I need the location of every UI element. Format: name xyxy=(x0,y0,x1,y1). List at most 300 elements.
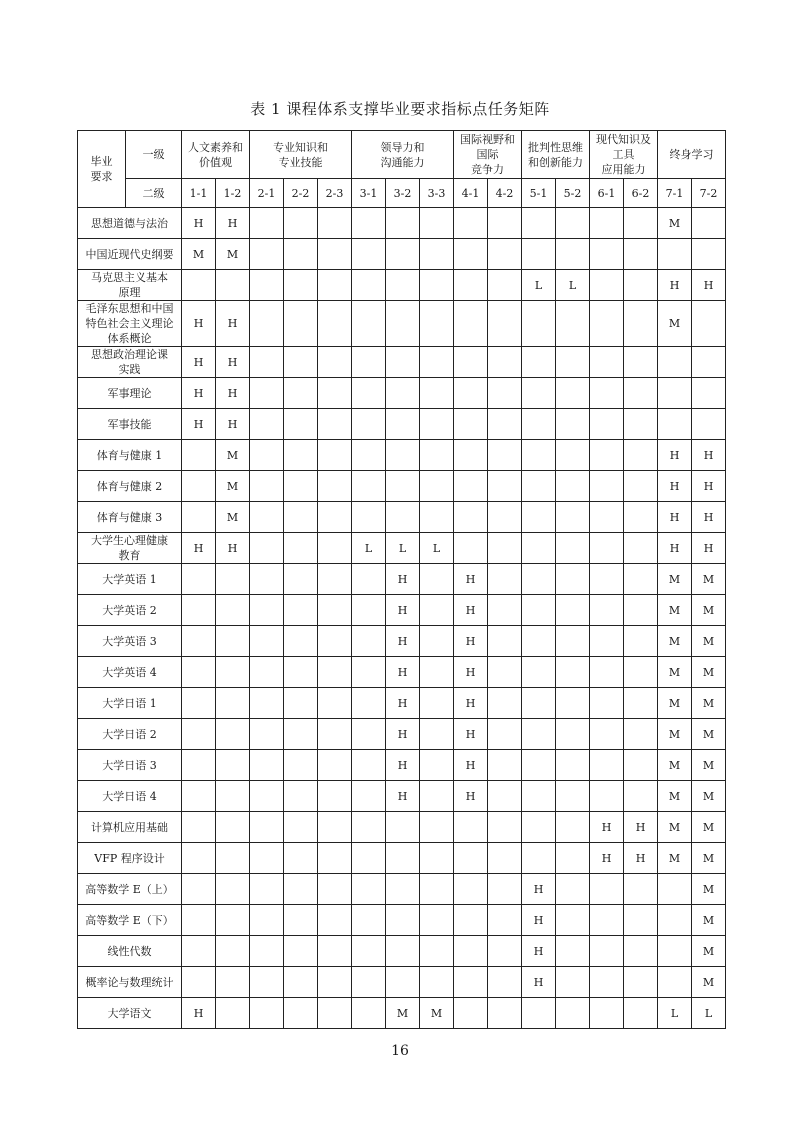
matrix-cell xyxy=(420,471,454,502)
matrix-cell: M xyxy=(692,781,726,812)
matrix-cell xyxy=(556,719,590,750)
matrix-cell xyxy=(318,239,352,270)
matrix-cell: M xyxy=(216,471,250,502)
course-name-cell: 大学日语 4 xyxy=(78,781,182,812)
matrix-cell xyxy=(182,657,216,688)
matrix-cell xyxy=(182,781,216,812)
matrix-cell xyxy=(352,967,386,998)
matrix-cell xyxy=(454,936,488,967)
course-name-cell: 大学日语 2 xyxy=(78,719,182,750)
matrix-cell xyxy=(250,409,284,440)
course-name-cell: 大学生心理健康 教育 xyxy=(78,533,182,564)
matrix-cell xyxy=(352,409,386,440)
matrix-cell xyxy=(318,378,352,409)
matrix-cell xyxy=(250,626,284,657)
matrix-cell xyxy=(522,812,556,843)
matrix-cell xyxy=(488,409,522,440)
matrix-cell xyxy=(590,471,624,502)
matrix-cell xyxy=(318,347,352,378)
matrix-cell: H xyxy=(182,301,216,347)
matrix-cell: M xyxy=(658,750,692,781)
table-row xyxy=(78,750,726,781)
matrix-cell xyxy=(284,471,318,502)
matrix-cell xyxy=(250,471,284,502)
matrix-cell xyxy=(318,719,352,750)
matrix-cell xyxy=(522,471,556,502)
matrix-cell xyxy=(488,440,522,471)
matrix-cell xyxy=(624,688,658,719)
matrix-cell xyxy=(590,657,624,688)
matrix-cell xyxy=(556,998,590,1029)
course-name-cell: 大学英语 4 xyxy=(78,657,182,688)
matrix-cell xyxy=(182,564,216,595)
table-row xyxy=(78,440,726,471)
matrix-cell: M xyxy=(692,595,726,626)
matrix-cell xyxy=(522,781,556,812)
matrix-cell xyxy=(488,812,522,843)
matrix-cell xyxy=(556,750,590,781)
matrix-cell: M xyxy=(692,564,726,595)
header-subcode-2-3: 2-3 xyxy=(318,179,352,208)
matrix-cell xyxy=(318,657,352,688)
course-name-cell: 高等数学 E（上） xyxy=(78,874,182,905)
matrix-cell xyxy=(284,564,318,595)
matrix-cell xyxy=(454,967,488,998)
matrix-cell xyxy=(556,967,590,998)
matrix-cell xyxy=(216,843,250,874)
matrix-cell xyxy=(216,874,250,905)
matrix-cell: H xyxy=(182,409,216,440)
matrix-cell xyxy=(454,440,488,471)
matrix-cell xyxy=(454,409,488,440)
matrix-cell xyxy=(420,239,454,270)
matrix-cell xyxy=(284,378,318,409)
header-row-level1 xyxy=(78,131,726,179)
matrix-cell: H xyxy=(182,347,216,378)
header-subcode-2-1: 2-1 xyxy=(250,179,284,208)
matrix-cell xyxy=(216,781,250,812)
matrix-cell: H xyxy=(658,471,692,502)
matrix-cell: H xyxy=(692,471,726,502)
header-group-1: 人文素养和 价值观 xyxy=(182,131,250,179)
matrix-cell xyxy=(454,471,488,502)
matrix-cell xyxy=(250,812,284,843)
table-row xyxy=(78,843,726,874)
matrix-cell xyxy=(250,378,284,409)
matrix-cell xyxy=(352,750,386,781)
table-row xyxy=(78,595,726,626)
matrix-cell xyxy=(216,270,250,301)
matrix-cell xyxy=(454,301,488,347)
table-row xyxy=(78,502,726,533)
matrix-cell xyxy=(454,843,488,874)
matrix-cell xyxy=(284,812,318,843)
matrix-cell xyxy=(522,301,556,347)
header-group-2: 专业知识和 专业技能 xyxy=(250,131,352,179)
matrix-cell xyxy=(318,688,352,719)
matrix-cell xyxy=(658,936,692,967)
matrix-cell xyxy=(522,440,556,471)
matrix-cell xyxy=(182,440,216,471)
matrix-cell xyxy=(216,967,250,998)
matrix-cell: H xyxy=(522,967,556,998)
matrix-cell xyxy=(420,347,454,378)
matrix-cell: M xyxy=(658,688,692,719)
matrix-cell xyxy=(522,657,556,688)
matrix-cell xyxy=(420,657,454,688)
matrix-cell xyxy=(624,239,658,270)
matrix-cell xyxy=(522,719,556,750)
table-row xyxy=(78,239,726,270)
matrix-cell xyxy=(556,301,590,347)
matrix-cell: H xyxy=(590,812,624,843)
matrix-cell: H xyxy=(386,626,420,657)
table-row xyxy=(78,208,726,239)
header-subcode-5-1: 5-1 xyxy=(522,179,556,208)
course-name-cell: 马克思主义基本 原理 xyxy=(78,270,182,301)
table-row xyxy=(78,533,726,564)
matrix-cell: M xyxy=(692,626,726,657)
matrix-cell xyxy=(420,843,454,874)
table-row xyxy=(78,471,726,502)
matrix-cell xyxy=(386,208,420,239)
matrix-cell xyxy=(522,688,556,719)
matrix-cell: H xyxy=(454,564,488,595)
matrix-cell xyxy=(182,595,216,626)
matrix-cell xyxy=(420,781,454,812)
header-subcode-4-1: 4-1 xyxy=(454,179,488,208)
matrix-cell: H xyxy=(182,533,216,564)
header-subcode-6-2: 6-2 xyxy=(624,179,658,208)
matrix-cell: M xyxy=(692,657,726,688)
course-name-cell: 思想道德与法治 xyxy=(78,208,182,239)
matrix-cell xyxy=(318,812,352,843)
matrix-cell xyxy=(590,347,624,378)
header-subcode-3-3: 3-3 xyxy=(420,179,454,208)
matrix-cell xyxy=(488,595,522,626)
matrix-cell xyxy=(216,812,250,843)
matrix-cell xyxy=(522,533,556,564)
matrix-cell xyxy=(658,967,692,998)
matrix-cell xyxy=(284,998,318,1029)
matrix-cell xyxy=(250,719,284,750)
matrix-cell xyxy=(658,874,692,905)
matrix-cell xyxy=(692,378,726,409)
course-name-cell: 大学英语 2 xyxy=(78,595,182,626)
matrix-cell xyxy=(420,874,454,905)
matrix-cell xyxy=(318,533,352,564)
matrix-cell xyxy=(318,781,352,812)
matrix-cell xyxy=(556,208,590,239)
matrix-cell xyxy=(556,440,590,471)
matrix-cell xyxy=(590,750,624,781)
header-level2-label: 二级 xyxy=(126,179,182,208)
header-group-4: 国际视野和 国际 竞争力 xyxy=(454,131,522,179)
matrix-cell xyxy=(624,719,658,750)
matrix-cell xyxy=(216,595,250,626)
matrix-cell xyxy=(590,967,624,998)
matrix-cell xyxy=(488,347,522,378)
matrix-cell xyxy=(590,626,624,657)
matrix-cell xyxy=(250,688,284,719)
matrix-cell xyxy=(352,208,386,239)
matrix-cell xyxy=(318,301,352,347)
matrix-cell xyxy=(352,719,386,750)
matrix-cell: M xyxy=(386,998,420,1029)
course-name-cell: VFP 程序设计 xyxy=(78,843,182,874)
matrix-cell xyxy=(488,874,522,905)
matrix-cell: H xyxy=(386,750,420,781)
matrix-cell xyxy=(182,471,216,502)
course-matrix-table xyxy=(77,130,726,1029)
matrix-cell xyxy=(692,239,726,270)
matrix-cell xyxy=(182,626,216,657)
matrix-cell xyxy=(386,502,420,533)
matrix-cell xyxy=(590,595,624,626)
matrix-cell xyxy=(250,440,284,471)
matrix-cell xyxy=(352,998,386,1029)
matrix-cell: H xyxy=(454,626,488,657)
matrix-cell xyxy=(182,750,216,781)
course-name-cell: 大学英语 1 xyxy=(78,564,182,595)
header-group-7: 终身学习 xyxy=(658,131,726,179)
matrix-cell xyxy=(556,533,590,564)
matrix-cell xyxy=(386,239,420,270)
matrix-cell: M xyxy=(182,239,216,270)
matrix-cell xyxy=(250,657,284,688)
matrix-cell: M xyxy=(692,719,726,750)
table-row xyxy=(78,967,726,998)
matrix-cell: H xyxy=(216,347,250,378)
matrix-cell xyxy=(454,347,488,378)
matrix-cell xyxy=(352,471,386,502)
matrix-cell xyxy=(488,502,522,533)
matrix-cell: H xyxy=(590,843,624,874)
matrix-cell: H xyxy=(386,595,420,626)
matrix-cell xyxy=(590,533,624,564)
matrix-cell xyxy=(624,208,658,239)
matrix-cell xyxy=(250,564,284,595)
matrix-cell xyxy=(318,595,352,626)
matrix-cell xyxy=(284,409,318,440)
matrix-cell xyxy=(556,905,590,936)
page-number: 16 xyxy=(391,1043,409,1059)
matrix-cell xyxy=(352,905,386,936)
matrix-cell xyxy=(284,270,318,301)
matrix-cell: L xyxy=(522,270,556,301)
matrix-cell: H xyxy=(216,409,250,440)
table-row xyxy=(78,874,726,905)
matrix-cell xyxy=(352,595,386,626)
matrix-cell: H xyxy=(386,688,420,719)
matrix-cell xyxy=(556,409,590,440)
matrix-cell xyxy=(624,905,658,936)
matrix-cell: M xyxy=(692,750,726,781)
matrix-cell: L xyxy=(352,533,386,564)
matrix-cell xyxy=(522,239,556,270)
matrix-cell xyxy=(386,936,420,967)
matrix-cell: H xyxy=(522,905,556,936)
matrix-cell xyxy=(386,270,420,301)
matrix-cell xyxy=(522,347,556,378)
matrix-cell xyxy=(216,626,250,657)
matrix-cell: H xyxy=(522,874,556,905)
table-row xyxy=(78,936,726,967)
matrix-cell: M xyxy=(658,812,692,843)
matrix-cell xyxy=(420,208,454,239)
matrix-cell xyxy=(420,502,454,533)
matrix-cell: L xyxy=(556,270,590,301)
matrix-cell xyxy=(624,998,658,1029)
table-row xyxy=(78,409,726,440)
matrix-cell xyxy=(318,967,352,998)
table-row xyxy=(78,719,726,750)
matrix-cell xyxy=(692,208,726,239)
matrix-cell xyxy=(624,440,658,471)
matrix-cell xyxy=(182,719,216,750)
matrix-cell xyxy=(522,564,556,595)
matrix-cell xyxy=(624,471,658,502)
matrix-cell xyxy=(318,471,352,502)
matrix-cell xyxy=(318,626,352,657)
matrix-cell xyxy=(216,564,250,595)
matrix-cell: M xyxy=(420,998,454,1029)
matrix-cell xyxy=(420,719,454,750)
matrix-cell: L xyxy=(420,533,454,564)
matrix-cell xyxy=(284,595,318,626)
matrix-cell xyxy=(250,301,284,347)
matrix-cell xyxy=(284,719,318,750)
matrix-cell xyxy=(250,967,284,998)
matrix-cell xyxy=(420,626,454,657)
header-subcode-7-1: 7-1 xyxy=(658,179,692,208)
matrix-cell: H xyxy=(624,812,658,843)
matrix-cell xyxy=(590,409,624,440)
matrix-cell xyxy=(590,998,624,1029)
header-subcode-2-2: 2-2 xyxy=(284,179,318,208)
matrix-cell xyxy=(488,471,522,502)
matrix-cell xyxy=(216,719,250,750)
matrix-cell xyxy=(556,626,590,657)
matrix-cell xyxy=(250,347,284,378)
matrix-cell xyxy=(590,239,624,270)
matrix-cell xyxy=(420,409,454,440)
header-subcode-6-1: 6-1 xyxy=(590,179,624,208)
matrix-cell: M xyxy=(658,657,692,688)
matrix-cell xyxy=(454,270,488,301)
matrix-cell: M xyxy=(658,719,692,750)
table-row xyxy=(78,564,726,595)
matrix-cell xyxy=(182,967,216,998)
matrix-cell xyxy=(556,378,590,409)
matrix-cell: M xyxy=(216,239,250,270)
matrix-cell xyxy=(624,301,658,347)
matrix-cell xyxy=(454,502,488,533)
matrix-cell xyxy=(488,750,522,781)
matrix-cell xyxy=(624,936,658,967)
matrix-cell xyxy=(420,301,454,347)
matrix-cell xyxy=(386,440,420,471)
matrix-cell: H xyxy=(182,998,216,1029)
matrix-cell xyxy=(590,378,624,409)
header-subcode-1-1: 1-1 xyxy=(182,179,216,208)
header-requirement-label: 毕业 要求 xyxy=(78,131,126,208)
matrix-cell xyxy=(182,688,216,719)
matrix-cell xyxy=(352,270,386,301)
course-name-cell: 思想政治理论课 实践 xyxy=(78,347,182,378)
matrix-cell xyxy=(386,471,420,502)
matrix-cell xyxy=(624,595,658,626)
matrix-cell xyxy=(318,409,352,440)
matrix-cell: H xyxy=(216,301,250,347)
matrix-cell xyxy=(250,533,284,564)
matrix-cell xyxy=(454,208,488,239)
matrix-cell xyxy=(420,750,454,781)
matrix-cell xyxy=(658,905,692,936)
matrix-cell xyxy=(386,409,420,440)
matrix-cell xyxy=(182,270,216,301)
matrix-cell xyxy=(318,502,352,533)
matrix-cell xyxy=(284,440,318,471)
matrix-cell xyxy=(318,440,352,471)
matrix-cell xyxy=(624,409,658,440)
matrix-cell xyxy=(352,936,386,967)
table-row xyxy=(78,301,726,347)
table-row xyxy=(78,781,726,812)
matrix-cell xyxy=(658,409,692,440)
matrix-cell xyxy=(488,936,522,967)
matrix-cell xyxy=(590,301,624,347)
matrix-cell: M xyxy=(692,967,726,998)
matrix-cell: H xyxy=(624,843,658,874)
matrix-cell xyxy=(352,440,386,471)
matrix-cell xyxy=(318,998,352,1029)
matrix-cell: L xyxy=(692,998,726,1029)
matrix-cell xyxy=(352,564,386,595)
matrix-cell xyxy=(624,347,658,378)
matrix-cell xyxy=(284,750,318,781)
matrix-cell xyxy=(386,378,420,409)
matrix-cell xyxy=(624,750,658,781)
matrix-cell: H xyxy=(216,533,250,564)
course-name-cell: 大学日语 3 xyxy=(78,750,182,781)
matrix-cell xyxy=(250,998,284,1029)
table-row xyxy=(78,270,726,301)
matrix-cell xyxy=(624,378,658,409)
matrix-cell xyxy=(658,378,692,409)
matrix-cell: M xyxy=(658,843,692,874)
matrix-cell xyxy=(590,270,624,301)
matrix-cell: M xyxy=(658,208,692,239)
matrix-cell xyxy=(318,750,352,781)
matrix-cell xyxy=(352,378,386,409)
matrix-cell xyxy=(318,208,352,239)
matrix-cell xyxy=(318,874,352,905)
matrix-cell: H xyxy=(216,208,250,239)
matrix-cell xyxy=(624,657,658,688)
matrix-cell xyxy=(488,688,522,719)
matrix-cell xyxy=(556,843,590,874)
matrix-cell: M xyxy=(216,502,250,533)
header-subcode-3-1: 3-1 xyxy=(352,179,386,208)
matrix-cell xyxy=(284,347,318,378)
course-name-cell: 概率论与数理统计 xyxy=(78,967,182,998)
matrix-cell: H xyxy=(454,750,488,781)
header-row-level2 xyxy=(78,179,726,208)
matrix-cell xyxy=(182,905,216,936)
matrix-cell xyxy=(182,812,216,843)
matrix-cell: M xyxy=(658,626,692,657)
